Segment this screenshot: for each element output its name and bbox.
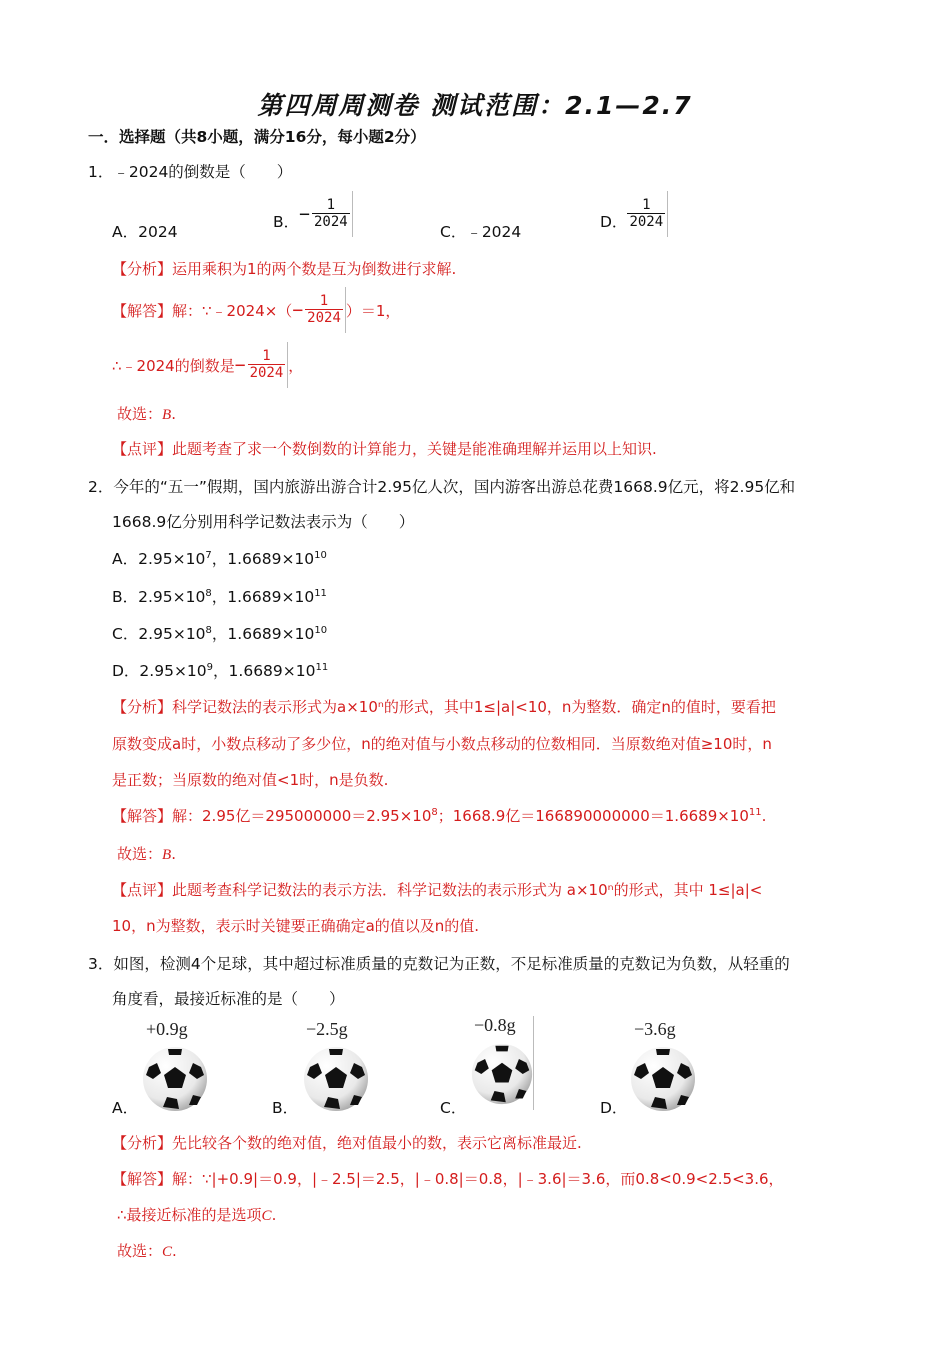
choose-value: C [162,1244,173,1260]
comment-tag: 【点评】 [112,440,173,458]
q1-option-b-fraction [299,191,353,237]
q1-option-d-label: D． [600,213,628,231]
choose-end: . [171,845,176,863]
therefore-text: ∴﹣2024的倒数是 [112,356,235,375]
option-text: ，1.6689×10 [211,625,315,643]
comment-text: 此题考查科学记数法的表示方法．科学记数法的表示形式为 a×10ⁿ的形式，其中 1≤|a|< [172,881,763,899]
exponent: 8 [205,587,212,599]
section-heading: 一．选择题（共8小题，满分16分，每小题2分） [88,128,426,146]
comment-text: 此题考查了求一个数倒数的计算能力，关键是能准确理解并运用以上知识. [172,440,657,458]
solution-tag: 【解答】 [112,301,173,320]
q2-analysis-line1 [112,696,776,717]
q3-weight-c: −0.8g [474,1015,516,1035]
q2-stem-line1: 2．今年的“五一”假期，国内旅游出游合计2.95亿人次，国内游客出游总花费1668.9亿元，将2.95亿和 [88,478,796,496]
choose-value: B [162,847,172,863]
exponent: 11 [315,661,329,673]
denominator: 2024 [249,365,284,381]
q3-option-a-label: A． [112,1099,139,1117]
choose-label: 故选： [117,405,163,423]
q3-option-b-label: B． [272,1099,299,1117]
solution-text: 解：2.95亿＝295000000＝2.95×10 [172,807,432,825]
q1-solution [112,286,400,334]
minus-sign: − [234,354,246,376]
therefore-end: . [271,1206,277,1224]
q2-option-c [112,622,327,644]
q1-analysis [112,258,456,279]
therefore-fraction [235,342,289,388]
analysis-tag: 【分析】 [112,698,173,716]
solution-text: 解：∵|+0.9|＝0.9，|﹣2.5|＝2.5，|﹣0.8|＝0.8，|﹣3.6|＝3.6，而0.8<0.9<2.5<3.6， [172,1170,784,1188]
q3-solution [112,1168,784,1189]
solution-tag: 【解答】 [112,1170,173,1188]
q1-option-a: A．2024 [112,223,178,241]
q3-stem-line1: 3．如图，检测4个足球，其中超过标准质量的克数记为正数，不足标准质量的克数记为负数，从轻重的 [88,955,790,973]
q2-comment-line2: 10，n为整数，表示时关键要正确确定a的值以及n的值. [112,917,480,935]
choose-value: B [162,407,172,423]
therefore-text: ∴最接近标准的是选项 [117,1206,262,1224]
q2-choose [117,843,176,864]
solution-text: 解：∵﹣2024×（ [172,301,293,320]
q2-stem-line2: 1668.9亿分别用科学记数法表示为（ ） [112,513,415,531]
soccer-ball-icon [302,1045,370,1113]
q2-comment-line1 [112,879,762,900]
option-text: ，1.6689×10 [211,588,315,606]
option-text: ，1.6689×10 [213,662,316,680]
analysis-text: 先比较各个数的绝对值，绝对值最小的数，表示它离标准最近. [172,1134,582,1152]
exponent: 10 [314,624,328,636]
q2-analysis-line3: 是正数；当原数的绝对值<1时，n是负数. [112,771,389,789]
solution-text-end: ）＝1， [345,301,401,320]
comment-tag: 【点评】 [112,881,173,899]
numerator: 1 [326,197,336,213]
minus-sign: − [299,203,310,225]
q1-option-c: C．﹣2024 [440,223,522,241]
q1-option-d-fraction [627,191,668,237]
q2-solution [112,805,766,826]
solution-end: . [761,807,767,825]
q1-option-b-label: B． [273,213,300,231]
q3-analysis [112,1132,582,1153]
analysis-tag: 【分析】 [112,1134,173,1152]
q2-analysis-line2: 原数变成a时，小数点移动了多少位，n的绝对值与小数点移动的位数相同．当原数绝对值≥10时，n [112,735,772,753]
q2-option-d [112,659,328,681]
choose-end: . [172,1242,177,1260]
option-text: C．2.95×10 [112,625,206,643]
denominator: 2024 [307,310,341,326]
denominator: 2024 [629,214,664,230]
option-text: D．2.95×10 [112,662,207,680]
choose-end: . [171,405,176,423]
therefore-end: ， [288,356,304,375]
option-text: A．2.95×10 [112,550,206,568]
exponent: 8 [431,807,438,818]
exponent: 7 [205,549,212,561]
q3-weight-b: −2.5g [306,1019,348,1039]
exponent: 8 [205,624,212,636]
q1-option-d [600,190,668,238]
exponent: 10 [314,549,327,561]
minus-sign: − [292,299,304,321]
q1-choose [117,403,176,424]
option-text: ，1.6689×10 [211,550,315,568]
solution-text: ；1668.9亿＝166890000000＝1.6689×10 [437,807,749,825]
q3-therefore [117,1204,276,1225]
q2-option-a [112,547,327,569]
q3-stem-line2: 角度看，最接近标准的是（ ） [112,990,345,1008]
q1-comment [112,438,657,459]
q3-choose [117,1240,177,1261]
soccer-ball-icon [141,1045,209,1113]
q3-option-d-label: D． [600,1099,628,1117]
choose-label: 故选： [117,845,163,863]
analysis-text: 科学记数法的表示形式为a×10ⁿ的形式，其中1≤|a|<10，n为整数．确定n的值时，要看把 [172,698,776,716]
soccer-ball-icon [629,1045,697,1113]
numerator: 1 [262,348,271,364]
analysis-text: 运用乘积为1的两个数是互为倒数进行求解. [172,260,457,278]
q1-therefore [112,341,303,389]
therefore-value: C [261,1208,272,1224]
numerator: 1 [642,197,651,213]
q3-weight-a: +0.9g [146,1019,188,1039]
exponent: 9 [206,661,214,673]
choose-label: 故选： [117,1242,163,1260]
option-text: B．2.95×10 [112,588,206,606]
numerator: 1 [319,293,329,309]
q3-weight-d: −3.6g [634,1019,676,1039]
solution-tag: 【解答】 [112,807,173,825]
q2-option-b [112,585,327,607]
exponent: 11 [748,807,762,818]
denominator: 2024 [313,214,348,230]
page-title: 第四周周测卷 测试范围：2.1—2.7 [257,91,693,120]
analysis-tag: 【分析】 [112,260,173,278]
exponent: 11 [314,587,327,599]
q1-option-b [273,190,353,238]
solution-fraction [292,287,346,333]
q1-stem: 1．﹣2024的倒数是（ ） [88,163,293,181]
soccer-ball-icon [470,1040,534,1108]
q3-option-c-label: C． [440,1099,467,1117]
